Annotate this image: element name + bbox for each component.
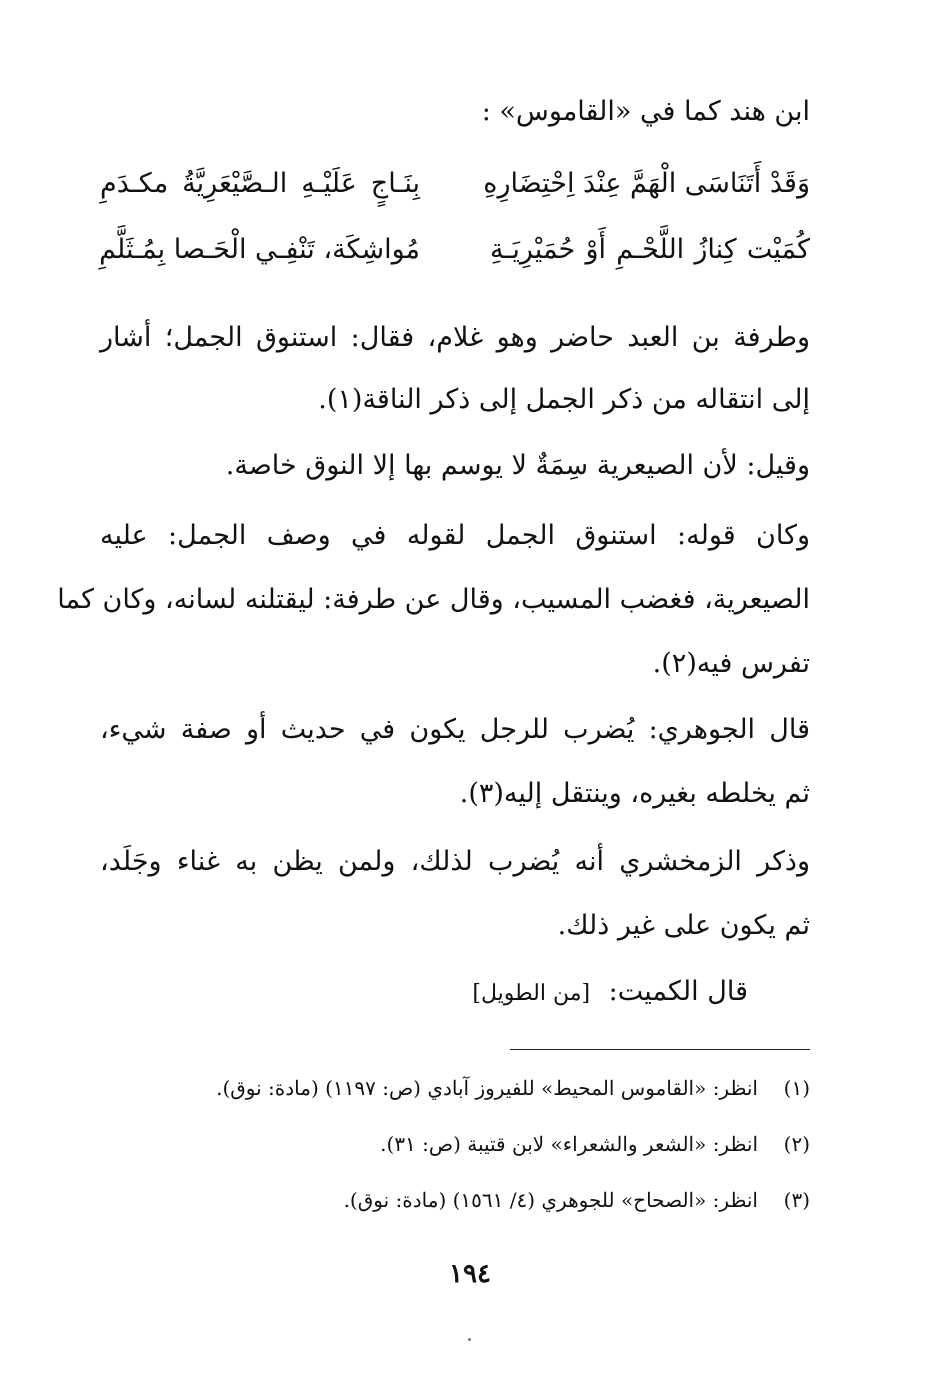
footnote-2-number: (٢) [783,1132,810,1156]
paragraph-3-line-2: الصيعرية، فغضب المسيب، وقال عن طرفة: ليقتلنه لسانه، وكان كما [57,584,810,615]
verse-2-first-hemistich: كُمَيْت كِنازُ اللَّحْـمِ أَوْ حُمَيْرِيَـةِ [490,234,810,265]
intro-line: ابن هند كما في «القاموس» : [481,96,810,127]
verse-1-first-hemistich: وَقَدْ أَتَنَاسَى الْهَمَّ عِنْدَ اِحْتِضَارِهِ [483,168,810,199]
paragraph-2-line-1: وقيل: لأن الصيعرية سِمَةٌ لا يوسم بها إلا النوق خاصة. [225,450,810,481]
scan-speck [468,1338,471,1341]
paragraph-5-line-1: وذكر الزمخشري أنه يُضرب لذلك، ولمن يظن به غناء وجَلَد، [100,846,810,877]
footnote-3 [344,1184,810,1216]
paragraph-4-line-2: ثم يخلطه بغيره، وينتقل إليه(٣). [459,778,810,809]
meter-label: [من الطويل] [472,981,591,1006]
paragraph-3-line-3: تفرس فيه(٢). [652,648,810,679]
footnote-1 [216,1072,810,1104]
verse-1-second-hemistich: بِنَـاجٍ عَلَيْـهِ الـصَّيْعَرِيَّةُ مكـدَمِ [100,168,420,199]
paragraph-5-line-2: ثم يكون على غير ذلك. [557,910,810,941]
footnote-1-text: انظر: «القاموس المحيط» للفيروز آبادي (ص: ١١٩٧) (مادة: نوق). [216,1076,758,1100]
footnote-1-number: (١) [783,1076,810,1100]
footnote-divider [510,1049,810,1050]
verse-2 [100,228,810,272]
footnote-3-text: انظر: «الصحاح» للجوهري (٤/ ١٥٦١) (مادة: نوق). [343,1188,758,1212]
paragraph-1-line-2: إلى انتقاله من ذكر الجمل إلى ذكر الناقة(١). [318,384,810,415]
verse-1 [100,162,810,206]
footnote-2-text: انظر: «الشعر والشعراء» لابن قتيبة (ص: ٣١). [380,1132,758,1156]
footnote-2 [380,1128,810,1160]
verse-2-second-hemistich: مُواشِكَة، تَنْفِـي الْحَـصا بِمُـثَلَّمِ [99,234,420,265]
kumayt-label: قال الكميت: [608,976,748,1007]
paragraph-4-line-1: قال الجوهري: يُضرب للرجل يكون في حديث أو صفة شيء، [100,714,810,745]
page-number: ١٩٤ [449,1259,491,1289]
kumayt-heading [100,972,748,1014]
paragraph-1-line-1: وطرفة بن العبد حاضر وهو غلام، فقال: استنوق الجمل؛ أشار [100,322,810,353]
paragraph-3-line-1: وكان قوله: استنوق الجمل لقوله في وصف الجمل: عليه [100,520,810,551]
footnote-3-number: (٣) [783,1188,810,1212]
